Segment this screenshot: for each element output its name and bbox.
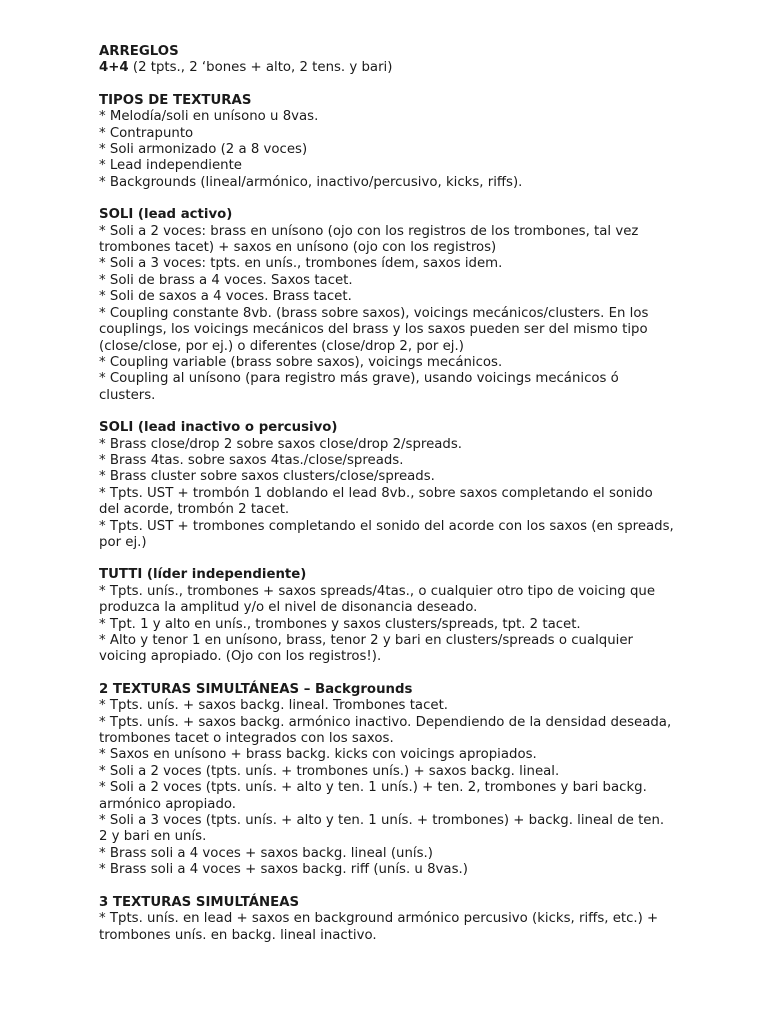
text-line: * Brass 4tas. sobre saxos 4tas./close/spreads.: [99, 452, 404, 468]
text-line: * Saxos en unísono + brass backg. kicks con voicings apropiados.: [99, 747, 537, 763]
text-line: (close/close, por ej.) o diferentes (close/drop 2, por ej.): [99, 338, 464, 354]
section: [99, 93, 689, 191]
text-line: trombones unís. en backg. lineal inactivo.: [99, 927, 377, 943]
section: [99, 895, 689, 944]
section: [99, 44, 689, 77]
text-line: * Tpts. UST + trombón 1 doblando el lead 8vb., sobre saxos completando el sonido: [99, 485, 653, 501]
text-line: * Tpts. unís. + saxos backg. armónico inactivo. Dependiendo de la densidad deseada,: [99, 714, 672, 730]
bold-label: 4+4: [99, 60, 129, 76]
document-page: [99, 44, 689, 960]
text-line: armónico apropiado.: [99, 796, 237, 812]
text-line: voicing apropiado. (Ojo con los registros!).: [99, 649, 382, 665]
section-heading: 3 TEXTURAS SIMULTÁNEAS: [99, 894, 300, 910]
text-line: * Brass cluster sobre saxos clusters/close/spreads.: [99, 469, 435, 485]
text-line: * Coupling constante 8vb. (brass sobre saxos), voicings mecánicos/clusters. En los: [99, 305, 649, 321]
section: [99, 682, 689, 879]
text-line: trombones tacet o integrados con los saxos.: [99, 731, 394, 747]
text-line: * Soli de saxos a 4 voces. Brass tacet.: [99, 289, 352, 305]
text-line: * Backgrounds (lineal/armónico, inactivo/percusivo, kicks, riffs).: [99, 174, 523, 190]
text-line: * Tpts. unís. + saxos backg. lineal. Trombones tacet.: [99, 698, 449, 714]
text-line: * Brass close/drop 2 sobre saxos close/drop 2/spreads.: [99, 436, 462, 452]
section: [99, 207, 689, 404]
text-line: * Tpt. 1 y alto en unís., trombones y saxos clusters/spreads, tpt. 2 tacet.: [99, 616, 581, 632]
text-line: produzca la amplitud y/o el nivel de disonancia deseado.: [99, 600, 478, 616]
text-line: * Alto y tenor 1 en unísono, brass, tenor 2 y bari en clusters/spreads o cualquier: [99, 633, 633, 648]
text-line: * Melodía/soli en unísono u 8vas.: [99, 109, 319, 125]
text-line: * Soli a 3 voces (tpts. unís. + alto y ten. 1 unís. + trombones) + backg. lineal de ten.: [99, 813, 665, 829]
text-line: * Soli a 2 voces (tpts. unís. + trombones unís.) + saxos backg. lineal.: [99, 763, 560, 779]
text-line: 2 y bari en unís.: [99, 829, 207, 845]
text-line: del acorde, trombón 2 tacet.: [99, 502, 290, 518]
text-line: * Soli de brass a 4 voces. Saxos tacet.: [99, 272, 353, 288]
text-line: * Brass soli a 4 voces + saxos backg. riff (unís. u 8vas.): [99, 862, 468, 878]
section-heading: SOLI (lead inactivo o percusivo): [99, 420, 338, 436]
text-line: trombones tacet) + saxos en unísono (ojo con los registros): [99, 240, 497, 256]
section-heading: ARREGLOS: [99, 44, 179, 59]
text-line: * Coupling al unísono (para registro más grave), usando voicings mecánicos ó: [99, 371, 619, 387]
text-line: * Tpts. UST + trombones completando el sonido del acorde con los saxos (en spreads,: [99, 518, 674, 534]
text-line: * Soli a 2 voces: brass en unísono (ojo con los registros de los trombones, tal vez: [99, 223, 639, 239]
section-heading: 2 TEXTURAS SIMULTÁNEAS – Backgrounds: [99, 681, 413, 697]
section-heading: TUTTI (líder independiente): [99, 567, 307, 583]
text-line: * Tpts. unís. en lead + saxos en background armónico percusivo (kicks, riffs, etc.) +: [99, 911, 659, 927]
text-line: * Coupling variable (brass sobre saxos), voicings mecánicos.: [99, 354, 503, 370]
text-line: * Soli a 3 voces: tpts. en unís., trombones ídem, saxos idem.: [99, 256, 503, 272]
text-line: couplings, los voicings mecánicos del brass y los saxos pueden ser del mismo tipo: [99, 322, 648, 338]
section-heading: SOLI (lead activo): [99, 207, 233, 223]
text-line: * Soli a 2 voces (tpts. unís. + alto y ten. 1 unís.) + ten. 2, trombones y bari backg.: [99, 780, 647, 796]
section: [99, 420, 689, 551]
section-heading: TIPOS DE TEXTURAS: [99, 92, 252, 108]
line-text: (2 tpts., 2 ‘bones + alto, 2 tens. y bari): [128, 60, 393, 76]
text-line: [99, 60, 689, 76]
text-line: * Soli armonizado (2 a 8 voces): [99, 142, 308, 158]
text-line: * Tpts. unís., trombones + saxos spreads/4tas., o cualquier otro tipo de voicing que: [99, 583, 656, 599]
text-line: * Lead independiente: [99, 158, 242, 174]
text-line: por ej.): [99, 534, 147, 550]
text-line: * Contrapunto: [99, 125, 194, 141]
text-line: clusters.: [99, 387, 156, 403]
section: [99, 567, 689, 665]
text-line: * Brass soli a 4 voces + saxos backg. lineal (unís.): [99, 845, 433, 861]
